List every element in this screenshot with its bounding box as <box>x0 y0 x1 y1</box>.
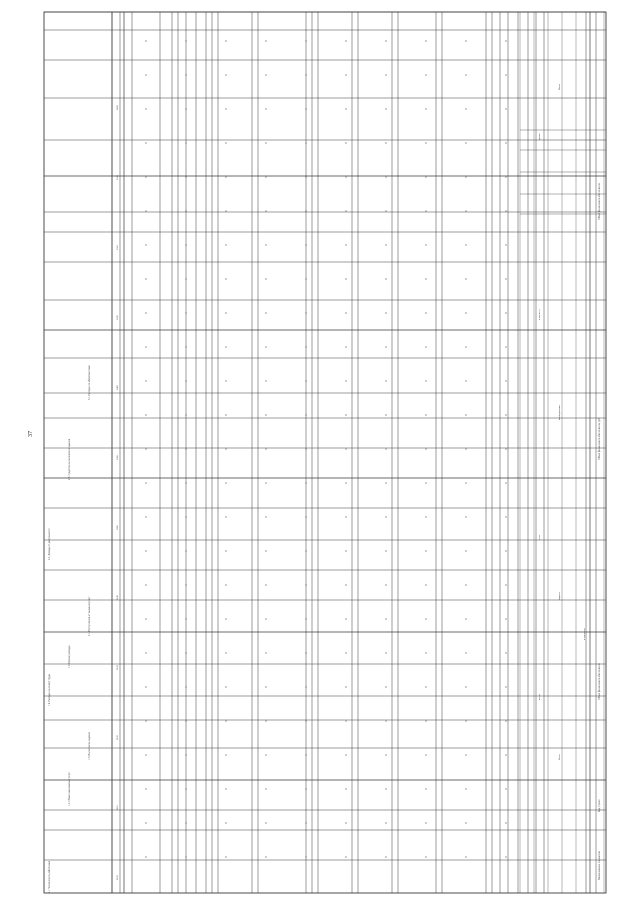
header-name: Наименование показателя <box>598 851 601 880</box>
row-code: 0300 <box>116 455 119 460</box>
row-code: 0130 <box>116 665 119 670</box>
header-group-b: Объем финансового обеспечения, руб. <box>598 417 601 460</box>
row-code: 0520 <box>116 175 119 180</box>
row-label: 1.2. Объем оказываемых услуг <box>68 772 71 806</box>
row-code: 0200 <box>116 525 119 530</box>
row-label: 1.4. Расходы на оплату труда <box>48 674 51 706</box>
header-code: Код строки <box>598 799 601 812</box>
row-code: 0600 <box>116 105 119 110</box>
page-number: 37 <box>28 431 34 437</box>
row-label: 2.1. Поступления от оказания услуг <box>88 596 91 636</box>
header-group-d: в том числе <box>583 628 586 640</box>
header-budget: бюджет <box>558 592 561 600</box>
row-code: 0100 <box>116 875 119 880</box>
row-label: 1.5. Прочие расходы <box>68 645 71 668</box>
row-code: 0140 <box>116 595 119 600</box>
row-code: 0400 <box>116 385 119 390</box>
header-sub-b: всего <box>539 535 541 540</box>
table-border <box>44 12 606 893</box>
header-group-a: Объем финансового обеспечения <box>598 663 601 700</box>
header-rate: Итого <box>558 83 561 90</box>
row-label: 1.1. Численность работников <box>48 860 51 893</box>
row-code: 0500 <box>116 315 119 320</box>
header-total: Всего <box>558 754 561 760</box>
row-code: 0120 <box>116 735 119 740</box>
header-sub-d: прочие <box>539 133 541 140</box>
row-label: 2.3. Средства на выполнение задания <box>68 438 71 480</box>
row-code: 0110 <box>116 805 119 810</box>
header-extrabudget: внебюджетные <box>558 404 561 420</box>
header-sub-c: в том числе <box>539 309 541 320</box>
row-label: 3.1. Расходы по обязательствам <box>88 365 91 400</box>
row-code: 0510 <box>116 245 119 250</box>
row-label: 1.3. Выполнение задания <box>88 732 91 760</box>
header-sub-a: из них <box>539 693 541 700</box>
row-label: 2.2. Доходы от деятельности <box>48 528 51 560</box>
header-group-c: Объем финансового обеспечения <box>598 183 601 220</box>
